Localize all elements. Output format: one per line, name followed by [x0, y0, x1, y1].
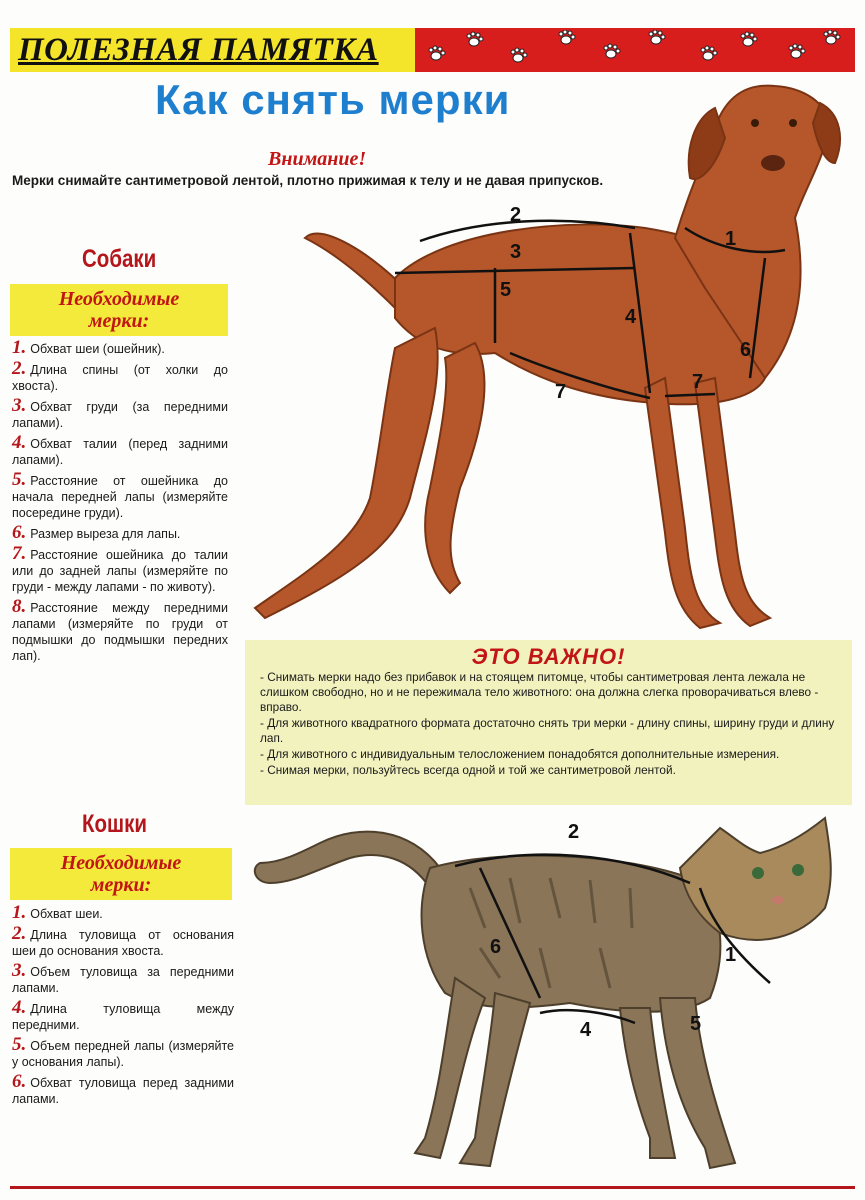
list-item [12, 902, 234, 923]
item-text: Обхват туловища перед задними лапами. [12, 1076, 234, 1106]
bottom-divider [10, 1186, 855, 1189]
dog-label-3: 3 [510, 241, 522, 263]
cats-heading: Кошки [82, 810, 147, 838]
list-item [12, 997, 234, 1033]
item-text: Обхват шеи (ошейник). [30, 342, 165, 356]
cat-label-6: 6 [490, 936, 502, 958]
item-text: Размер выреза для лапы. [30, 527, 181, 541]
important-item: - Снимая мерки, пользуйтесь всегда одной и той же сантиметровой лентой. [260, 763, 676, 777]
paw-prints-decoration [420, 30, 850, 70]
dogs-heading: Собаки [82, 245, 157, 273]
dog-label-7a: 7 [555, 381, 567, 403]
item-text: Обхват талии (перед задними лапами). [12, 437, 228, 467]
item-text: Объем передней лапы (измеряйте у основания лапы). [12, 1039, 234, 1069]
item-number: 2. [12, 358, 27, 379]
dog-label-1: 1 [725, 228, 737, 250]
list-item [12, 596, 228, 664]
important-heading: ЭТО ВАЖНО! [471, 644, 626, 669]
cats-box-line1: Необходимые [60, 852, 182, 874]
dog-label-4: 4 [625, 306, 637, 328]
item-text: Расстояние между передними лапами (измеряйте по груди от подмышки до подмышки передних лап). [12, 601, 228, 663]
list-item [12, 960, 234, 996]
important-item: - Для животного квадратного формата достаточно снять три мерки - длину спины, ширину груди и длину лап. [260, 716, 835, 745]
dogs-box-line1: Необходимые [58, 288, 180, 310]
list-item [12, 395, 228, 431]
item-text: Длина туловища между передними. [12, 1002, 234, 1032]
item-text: Длина спины (от холки до хвоста). [12, 363, 228, 393]
list-item [12, 337, 228, 358]
dog-label-2: 2 [510, 204, 522, 226]
list-item [12, 543, 228, 595]
item-number: 1. [12, 337, 27, 358]
dogs-box-line2: мерки: [88, 310, 150, 332]
cats-measurements-list [12, 902, 234, 1111]
dog-label-7b: 7 [692, 371, 704, 393]
cat-label-1: 1 [725, 944, 737, 966]
list-item [12, 358, 228, 394]
cat-label-4: 4 [580, 1019, 592, 1041]
item-text: Обхват груди (за передними лапами). [12, 400, 228, 430]
item-number: 5. [12, 1034, 27, 1055]
cat-label-2: 2 [568, 821, 580, 843]
list-item [12, 522, 228, 543]
dog-label-5: 5 [500, 279, 512, 301]
list-item [12, 1034, 234, 1070]
dog-illustration [245, 78, 855, 638]
item-number: 5. [12, 469, 27, 490]
cat-illustration [240, 808, 855, 1183]
item-text: Длина туловища от основания шеи до основания хвоста. [12, 928, 234, 958]
dogs-measurements-list [12, 337, 228, 668]
item-number: 3. [12, 960, 27, 981]
item-number: 6. [12, 1071, 27, 1092]
dog-label-6: 6 [740, 339, 752, 361]
cats-box-line2: мерки: [90, 874, 152, 896]
item-text: Объем туловища за передними лапами. [12, 965, 234, 995]
important-item: - Для животного с индивидуальным телосложением понадобятся дополнительные измерения. [260, 747, 780, 761]
list-item [12, 1071, 234, 1107]
list-item [12, 432, 228, 468]
list-item [12, 469, 228, 521]
item-number: 6. [12, 522, 27, 543]
item-number: 4. [12, 997, 27, 1018]
item-number: 4. [12, 432, 27, 453]
item-number: 7. [12, 543, 27, 564]
list-item [12, 923, 234, 959]
banner-label: ПОЛЕЗНАЯ ПАМЯТКА [10, 28, 415, 72]
item-number: 2. [12, 923, 27, 944]
dogs-measurements-box [10, 284, 228, 336]
item-text: Расстояние ошейника до талии или до задней лапы (измеряйте по груди - между лапами - по животу). [12, 548, 228, 594]
attention-heading: Внимание! [268, 148, 367, 170]
important-item: - Снимать мерки надо без прибавок и на стоящем питомце, чтобы сантиметровая лента лежала не слишком свободно, но и не пережимала тело животного: она должна слегка проворачиваться влево - вправо. [260, 670, 819, 714]
item-number: 8. [12, 596, 27, 617]
cats-measurements-box [10, 848, 232, 900]
important-list [260, 670, 848, 779]
attention-text: Мерки снимайте сантиметровой лентой, плотно прижимая к телу и не давая припусков. [12, 173, 604, 188]
cat-label-5: 5 [690, 1013, 702, 1035]
item-text: Обхват шеи. [30, 907, 103, 921]
page-title: Как снять мерки [155, 76, 511, 123]
item-text: Расстояние от ошейника до начала передней лапы (измеряйте посередине груди). [12, 474, 228, 520]
item-number: 1. [12, 902, 27, 923]
item-number: 3. [12, 395, 27, 416]
